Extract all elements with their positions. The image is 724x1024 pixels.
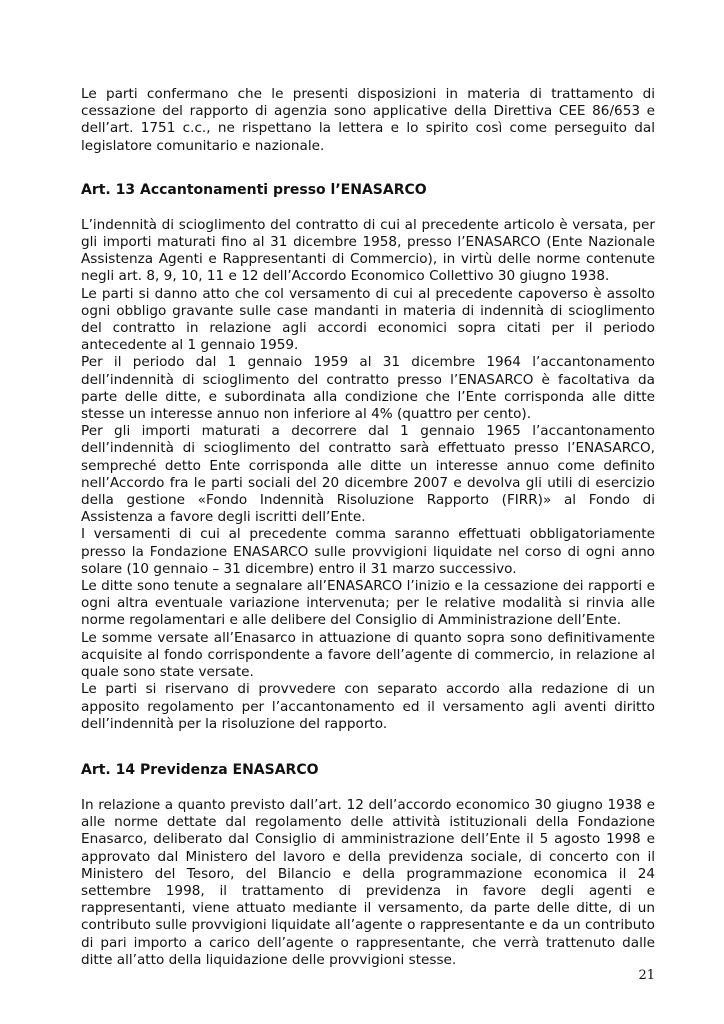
art14-paragraph-1: In relazione a quanto previsto dall’art. 12 dell’accordo economico 30 giugno 1938 e alle norme dettate dal regolamento delle attività istituzionali della Fondazione Enasarco, deliberato dal Consiglio di amministrazione dell’Ente il 5 agosto 1998 e approvato dal Ministero del lavoro e della previdenza sociale, di concerto con il Ministero del Tesoro, del Bilancio e della programmazione economica il 24 settembre 1998, il trattamento di previdenza in favore degli agenti e rappresentanti, viene attuato mediante il versamento, da parte delle ditte, di un contributo sulle provvigioni liquidate all’agente o rappresentante e da un contributo di pari importo a carico dell’agente o rappresentante, che verrà trattenuto dalle ditte all’atto della liquidazione delle provvigioni stesse.: [81, 796, 655, 968]
art13-paragraph-4: Per gli importi maturati a decorrere dal 1 gennaio 1965 l’accantonamento dell’indennità di scioglimento del contratto sarà effettuato presso l’ENASARCO, sempreché detto Ente corrisponda alle ditte un interesse annuo come definito nell’Accordo fra le parti sociali del 20 dicembre 2007 e devolva gli utili di esercizio della gestione «Fondo Indennità Risoluzione Rapporto (FIRR)» al Fondo di Assistenza a favore degli iscritti dell’Ente.: [81, 423, 655, 526]
art13-heading: Art. 13 Accantonamenti presso l’ENASARCO: [81, 181, 427, 198]
art13-paragraph-1: L’indennità di scioglimento del contratto di cui al precedente articolo è versata, per gli importi maturati fino al 31 dicembre 1958, presso l’ENASARCO (Ente Nazionale Assistenza Agenti e Rappresentanti di Commercio), in virtù delle norme contenute negli art. 8, 9, 10, 11 e 12 dell’Accordo Economico Collettivo 30 giugno 1938.: [81, 216, 655, 285]
art13-paragraph-7: Le somme versate all’Enasarco in attuazione di quanto sopra sono definitivamente acquisite al fondo corrispondente a favore dell’agente di commercio, in relazione al quale sono state versate.: [81, 629, 655, 681]
art13-paragraph-6: Le ditte sono tenute a segnalare all’ENASARCO l’inizio e la cessazione dei rapporti e ogni altra eventuale variazione intervenuta; per le relative modalità si rinvia alle norme regolamentari e alle delibere del Consiglio di Amministrazione dell’Ente.: [81, 578, 655, 629]
art13-paragraph-8: Le parti si riservano di provvedere con separato accordo alla redazione di un apposito regolamento per l’accantonamento ed il versamento agli aventi diritto dell’indennità per la risoluzione del rapporto.: [81, 681, 655, 732]
intro-paragraph: Le parti confermano che le presenti disposizioni in materia di trattamento di cessazione del rapporto di agenzia sono applicative della Direttiva CEE 86/653 e dell’art. 1751 c.c., ne rispettano la lettera e lo spirito così come perseguito dal legislatore comunitario e nazionale.: [81, 86, 655, 154]
art14-body: [81, 797, 655, 969]
art14-heading: Art. 14 Previdenza ENASARCO: [81, 761, 319, 778]
document-page: [81, 86, 655, 969]
art13-paragraph-5: I versamenti di cui al precedente comma saranno effettuati obbligatoriamente presso la Fondazione ENASARCO sulle provvigioni liquidate nel corso di ogni anno solare (10 gennaio – 31 dicembre) entro il 31 marzo successivo.: [81, 526, 655, 577]
art13-paragraph-3: Per il periodo dal 1 gennaio 1959 al 31 dicembre 1964 l’accantonamento dell’indennità di scioglimento del contratto presso l’ENASARCO è facoltativa da parte delle ditte, e subordinata alla condizione che l’Ente corrisponda alle ditte stesse un interesse annuo non inferiore al 4% (quattro per cento).: [81, 354, 655, 423]
art13-paragraph-2: Le parti si danno atto che col versamento di cui al precedente capoverso è assolto ogni obbligo gravante sulle case mandanti in materia di indennità di scioglimento del contratto in relazione agli accordi economici sopra citati per il periodo antecedente al 1 gennaio 1959.: [81, 285, 655, 354]
art13-body: [81, 217, 655, 733]
page-number: 21: [638, 968, 655, 983]
